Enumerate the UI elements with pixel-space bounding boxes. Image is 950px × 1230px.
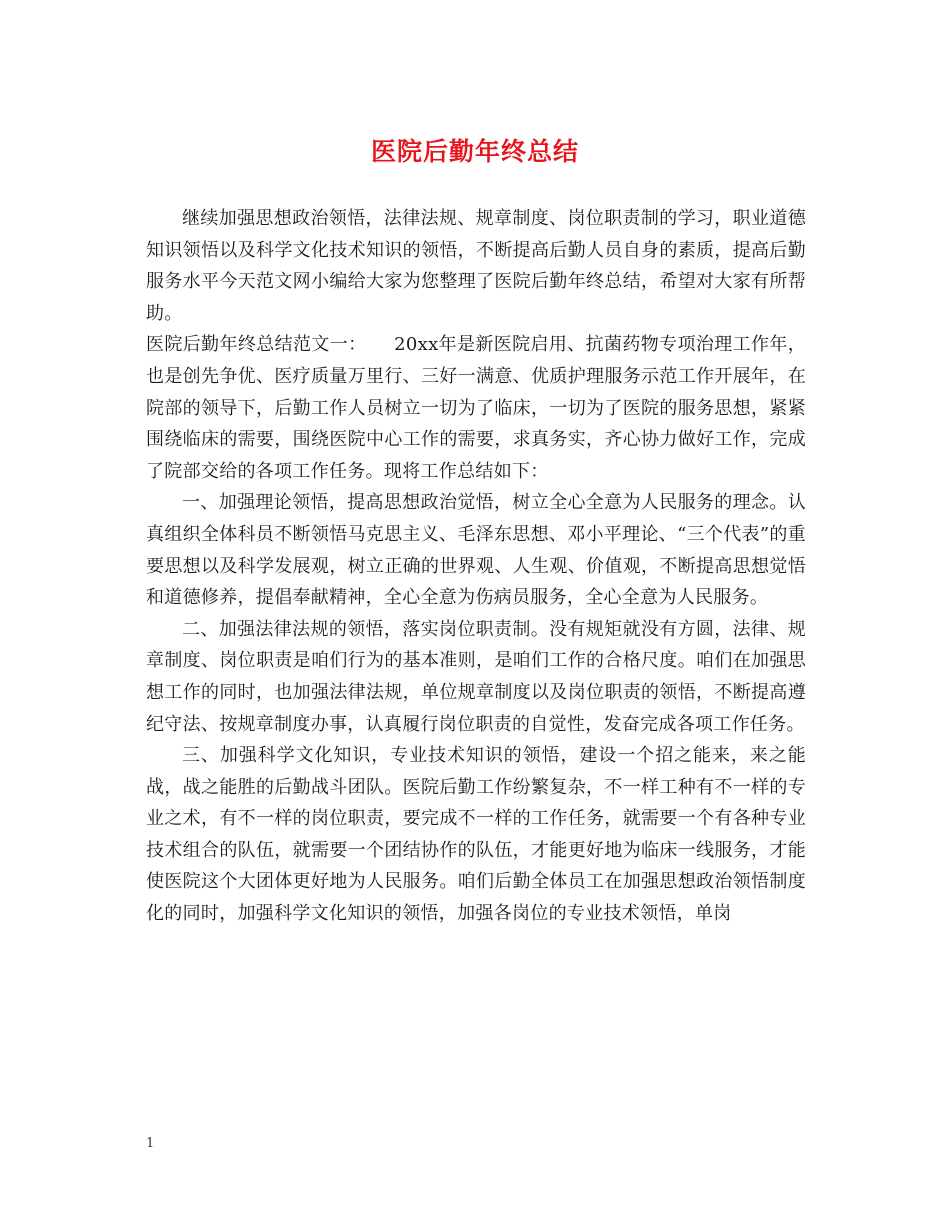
paragraph-section-one: 一、加强理论领悟，提高思想政治觉悟，树立全心全意为人民服务的理念。认真组织全体科员不断领悟马克思主义、毛泽东思想、邓小平理论、“三个代表”的重要思想以及科学发展观，树立正确的世界观、人生观、价值观，不断提高思想觉悟和道德修养，提倡奉献精神，全心全意为伤病员服务，全心全意为人民服务。 (146, 492, 806, 609)
paragraph-section-three: 三、加强科学文化知识，专业技术知识的领悟，建设一个招之能来，来之能战，战之能胜的后勤战斗团队。医院后勤工作纷繁复杂，不一样工种有不一样的专业之术，有不一样的岗位职责，要完成不一样的工作任务，就需要一个有各种专业技术组合的队伍，就需要一个团结协作的队伍，才能更好地为临床一线服务，才能使医院这个大团体更好地为人民服务。咱们后勤全体员工在加强思想政治领悟制度化的同时，加强科学文化知识的领悟，加强各岗位的专业技术领悟，单岗 (146, 745, 806, 925)
document-body (146, 203, 806, 930)
page-number: 1 (146, 1136, 155, 1151)
paragraph-section-two: 二、加强法律法规的领悟，落实岗位职责制。没有规矩就没有方圆，法律、规章制度、岗位职责是咱们行为的基本准则，是咱们工作的合格尺度。咱们在加强思想工作的同时，也加强法律法规，单位规章制度以及岗位职责的领悟，不断提高遵纪守法、按规章制度办事，认真履行岗位职责的自觉性，发奋完成各项工作任务。 (146, 618, 806, 735)
paragraph-sample-one: 医院后勤年终总结范文一： 20xx年是新医院启用、抗菌药物专项治理工作年，也是创先争优、医疗质量万里行、三好一满意、优质护理服务示范工作开展年，在院部的领导下，后勤工作人员树立一切为了临床，一切为了医院的服务思想，紧紧围绕临床的需要，围绕医院中心工作的需要，求真务实，齐心协力做好工作，完成了院部交给的各项工作任务。现将工作总结如下： (146, 334, 806, 482)
document-title: 医院后勤年终总结 (370, 137, 579, 166)
paragraph-intro: 继续加强思想政治领悟，法律法规、规章制度、岗位职责制的学习，职业道德知识领悟以及科学文化技术知识的领悟，不断提高后勤人员自身的素质，提高后勤服务水平今天范文网小编给大家为您整理了医院后勤年终总结，希望对大家有所帮助。 (146, 208, 806, 324)
